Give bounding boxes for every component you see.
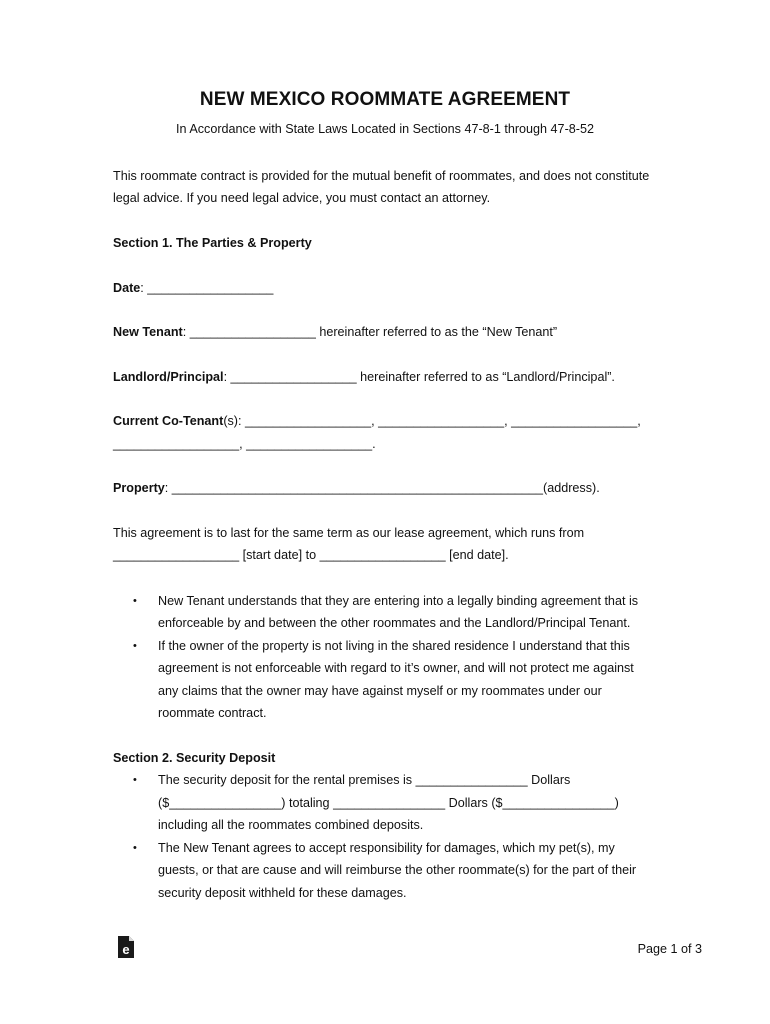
- date-field[interactable]: Date: __________________: [113, 281, 274, 295]
- document-subtitle: In Accordance with State Laws Located in Sections 47-8-1 through 47-8-52: [176, 122, 594, 136]
- eforms-logo-icon: [116, 934, 136, 960]
- s2-bullet-1-line-2[interactable]: ($________________) totaling ________________ Dollars ($________________): [158, 796, 619, 810]
- landlord-field[interactable]: Landlord/Principal: __________________ hereinafter referred to as “Landlord/Principal”.: [113, 370, 615, 384]
- intro-line-2: legal advice. If you need legal advice, you must contact an attorney.: [113, 191, 491, 205]
- s1-bullet-2-line-1: If the owner of the property is not living in the shared residence I understand that this: [158, 639, 630, 653]
- cotenant-field-line-2[interactable]: __________________, __________________.: [113, 437, 376, 451]
- bullet-icon: •: [133, 774, 137, 786]
- s2-bullet-1-line-3: including all the roommates combined deposits.: [158, 818, 424, 832]
- s1-bullet-1-line-2: enforceable by and between the other roommates and the Landlord/Principal Tenant.: [158, 616, 631, 630]
- property-label: Property: [113, 481, 165, 495]
- s1-bullet-2-line-4: roommate contract.: [158, 706, 267, 720]
- s2-bullet-1-line-1[interactable]: The security deposit for the rental premises is ________________ Dollars: [158, 773, 571, 787]
- document-title: NEW MEXICO ROOMMATE AGREEMENT: [199, 89, 571, 110]
- new-tenant-label: New Tenant: [113, 325, 183, 339]
- intro-line-1: This roommate contract is provided for the mutual benefit of roommates, and does not constitute: [113, 169, 650, 183]
- section-1-heading: Section 1. The Parties & Property: [113, 236, 312, 250]
- bullet-icon: •: [133, 640, 137, 652]
- new-tenant-field[interactable]: New Tenant: __________________ hereinafter referred to as the “New Tenant”: [113, 325, 558, 339]
- s1-bullet-2-line-3: any claims that the owner may have against myself or my roommates under our: [158, 684, 602, 698]
- cotenant-field[interactable]: Current Co-Tenant(s): __________________, __________________, __________________,: [113, 414, 641, 428]
- s2-bullet-2-line-2: guests, or that are cause and will reimburse the other roommate(s) for the part of their: [158, 863, 637, 877]
- section-2-heading: Section 2. Security Deposit: [113, 751, 276, 765]
- cotenant-label: Current Co-Tenant: [113, 414, 224, 428]
- s1-bullet-2-line-2: agreement is not enforceable with regard to it’s owner, and will not protect me against: [158, 661, 634, 675]
- svg-text:e: e: [122, 942, 130, 957]
- s2-bullet-2-line-3: security deposit withheld for these damages.: [158, 886, 407, 900]
- term-line-2[interactable]: __________________ [start date] to __________________ [end date].: [113, 548, 509, 562]
- page-number: Page 1 of 3: [637, 942, 702, 956]
- landlord-label: Landlord/Principal: [113, 370, 224, 384]
- bullet-icon: •: [133, 595, 137, 607]
- property-field[interactable]: Property: _____________________________________________________(address).: [113, 481, 600, 495]
- bullet-icon: •: [133, 842, 137, 854]
- s2-bullet-2-line-1: The New Tenant agrees to accept responsibility for damages, which my pet(s), my: [158, 841, 615, 855]
- date-label: Date: [113, 281, 141, 295]
- term-line-1: This agreement is to last for the same term as our lease agreement, which runs from: [113, 526, 585, 540]
- s1-bullet-1-line-1: New Tenant understands that they are entering into a legally binding agreement that is: [158, 594, 639, 608]
